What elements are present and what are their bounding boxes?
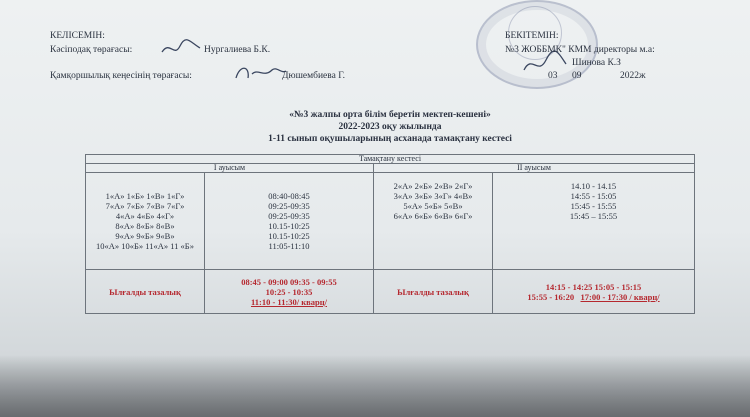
cleaning-time-quartz: 17:00 - 17:30 / кварц/ [580, 291, 660, 302]
class-group: 1«А» 1«Б» 1«В» 1«Г» [105, 191, 185, 201]
meal-time: 15:45 - 15:55 [570, 201, 617, 211]
shift-header-row [86, 164, 695, 173]
cleaning-time: 14:15 - 14:25 15:05 - 15:15 [545, 281, 642, 292]
meal-time: 10.15-10:25 [268, 231, 310, 241]
approval-date-year: 2022ж [620, 71, 646, 81]
meal-time: 09:25-09:35 [268, 201, 310, 211]
meal-time: 10.15-10:25 [268, 221, 310, 231]
signature-1 [160, 38, 202, 60]
meal-time: 15:45 – 15:55 [569, 211, 618, 221]
signature-2 [232, 62, 288, 84]
class-group: 2«А» 2«Б» 2«В» 2«Г» [393, 181, 473, 191]
shift2-classes-cell [374, 173, 493, 270]
document-title-line2: 2022-2023 оқу жылында [338, 122, 442, 132]
cleaning-time-quartz: 11:10 - 11:30/ кварц/ [250, 296, 327, 307]
class-group: 5«А» 5«Б» 5«В» [403, 201, 463, 211]
schedule-table [85, 154, 695, 314]
document-title-line3: 1-11 сынып оқушыларының асханада тамақтану кестесі [268, 134, 512, 144]
cleaning-time-row2 [496, 292, 691, 302]
meal-time: 11:05-11:10 [268, 241, 310, 251]
class-group: 9«А» 9«Б» 9«В» [115, 231, 175, 241]
approval-right-line1: №3 ЖОББМК" КММ директоры м.а: [505, 45, 655, 55]
cleaning-row [86, 270, 695, 314]
photo-shadow [0, 355, 750, 417]
shift1-cleaning-label: Ылғалды тазалық [86, 270, 205, 314]
class-group: 8«А» 8«Б» 8«В» [115, 221, 175, 231]
class-group: 4«А» 4«Б» 4«Г» [115, 211, 175, 221]
document-title-line1: «№3 жалпы орта білім беретін мектеп-кешені» [289, 110, 491, 120]
meal-time: 09:25-09:35 [268, 211, 310, 221]
table-header-row [86, 155, 695, 164]
shift1-cleaning-times [205, 270, 374, 314]
approval-left-line2-name: Дюшембиева Г. [282, 71, 346, 81]
shift2-header: ІІ ауысым [374, 164, 695, 173]
cleaning-time: 08:45 - 09:00 09:35 - 09:55 [241, 276, 337, 287]
shift1-times-cell [205, 173, 374, 270]
approval-left-line2-label: Қамқоршылық кеңесінің төрағасы: [50, 71, 192, 81]
approval-right-title: БЕКІТЕМІН: [505, 31, 559, 41]
class-group: 6«А» 6«Б» 6«В» 6«Г» [393, 211, 473, 221]
shift1-header: І ауысым [86, 164, 374, 173]
schedule-row [86, 173, 695, 270]
class-group: 7«А» 7«Б» 7«В» 7«Г» [105, 201, 185, 211]
class-group: 3«А» 3«Б» 3«Г» 4«В» [393, 191, 473, 201]
shift2-times-cell [493, 173, 695, 270]
approval-left-line1-label: Кәсіподақ төрағасы: [50, 45, 133, 55]
approval-right-line2: Шинова К.З [572, 58, 621, 68]
meal-time: 08:40-08:45 [268, 191, 310, 201]
shift1-classes-cell [86, 173, 205, 270]
shift2-cleaning-label: Ылғалды тазалық [374, 270, 493, 314]
approval-date-day: 03 [548, 71, 558, 81]
class-group: 10«А» 10«Б» 11«А» 11 «Б» [96, 241, 194, 251]
cleaning-time: 15:55 - 16:20 [527, 291, 575, 302]
approval-left-title: КЕЛІСЕМІН: [50, 31, 105, 41]
shift2-cleaning-times [493, 270, 695, 314]
meal-time: 14.10 - 14.15 [570, 181, 617, 191]
approval-date-month: 09 [572, 71, 582, 81]
cleaning-time: 10:25 - 10:35 [265, 286, 313, 297]
approval-left-line1-name: Нургалиева Б.К. [204, 45, 271, 55]
table-header: Тамақтану кестесі [86, 155, 695, 164]
meal-time: 14:55 - 15:05 [570, 191, 617, 201]
